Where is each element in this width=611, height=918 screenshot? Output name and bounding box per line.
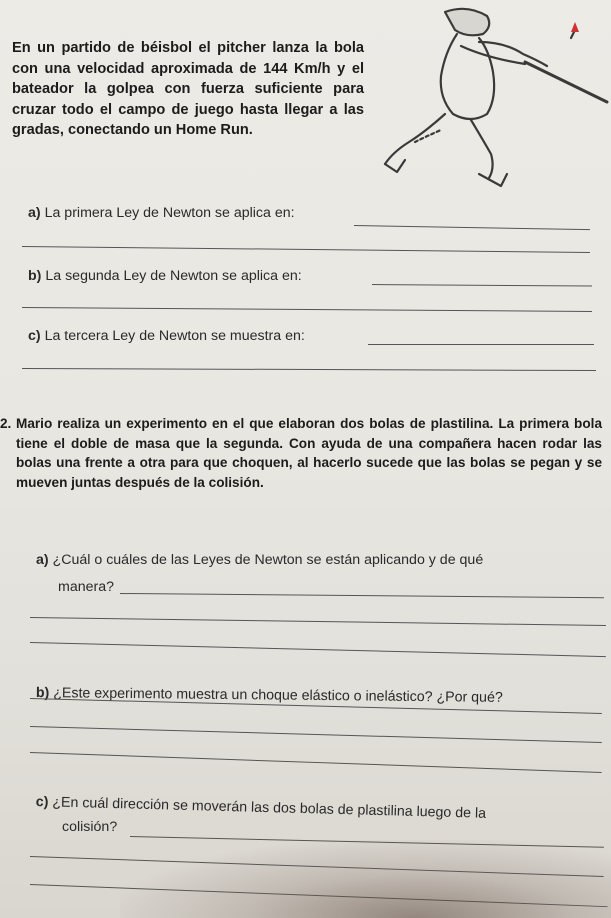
question-2a-letter: a) [36, 552, 49, 568]
question-2a-text: ¿Cuál o cuáles de las Leyes de Newton se están aplicando y de qué [52, 552, 484, 568]
bottom-shadow [120, 840, 611, 918]
intro-paragraph: En un partido de béisbol el pitcher lanza la bola con una velocidad aproximada de 144 Km/h y el bateador la golpea con fuerza suficiente para cruzar todo el campo de juego hasta llegar a las gradas, conectando un Home Run. [12, 40, 364, 139]
answer-line-1a-extra[interactable] [22, 246, 590, 253]
question-2c-text: ¿En cuál dirección se moverán las dos bolas de plastilina luego de la [52, 794, 487, 822]
baseball-batter-illustration [375, 2, 611, 190]
answer-line-2a-extra-2[interactable] [30, 642, 606, 657]
answer-line-1b-extra[interactable] [22, 307, 592, 312]
question-2a-continuation: manera? [58, 579, 114, 595]
question-1a [28, 205, 295, 221]
answer-line-1a[interactable] [354, 225, 590, 230]
question-2c-letter: c) [35, 794, 49, 811]
question-2b-text: ¿Este experimento muestra un choque elástico o inelástico? ¿Por qué? [53, 685, 503, 706]
question-2c [36, 794, 487, 822]
question-1a-letter: a) [28, 205, 41, 221]
question-2a [36, 552, 483, 568]
answer-line-2b-3[interactable] [30, 752, 602, 773]
question-1b-letter: b) [28, 268, 42, 284]
question-2b-letter: b) [35, 685, 50, 702]
answer-line-1c[interactable] [368, 344, 594, 345]
answer-line-2b-2[interactable] [30, 726, 602, 743]
question-1b-text: La segunda Ley de Newton se aplica en: [45, 268, 302, 284]
answer-line-1b[interactable] [372, 284, 592, 287]
question-1a-text: La primera Ley de Newton se aplica en: [44, 205, 295, 221]
question-1c [28, 328, 305, 344]
answer-line-1c-extra[interactable] [22, 368, 596, 371]
question-2b [36, 685, 503, 706]
question-2-text: Mario realiza un experimento en el que elaboran dos bolas de plastilina. La primera bola tiene el doble de masa que la segunda. Con ayuda de una compañera hacen rodar las bolas una frente a otra para que choquen, al hacerlo sucede que las bolas se pegan y se mueven juntas después de la colisión. [16, 416, 602, 490]
question-1b [28, 268, 302, 284]
question-2c-continuation: colisión? [62, 819, 118, 835]
question-1c-text: La tercera Ley de Newton se muestra en: [44, 328, 305, 344]
question-2 [0, 414, 602, 492]
question-2-number: 2. [0, 416, 12, 431]
question-1c-letter: c) [28, 328, 41, 344]
answer-line-2a[interactable] [120, 593, 604, 598]
answer-line-2a-extra-1[interactable] [30, 617, 606, 626]
